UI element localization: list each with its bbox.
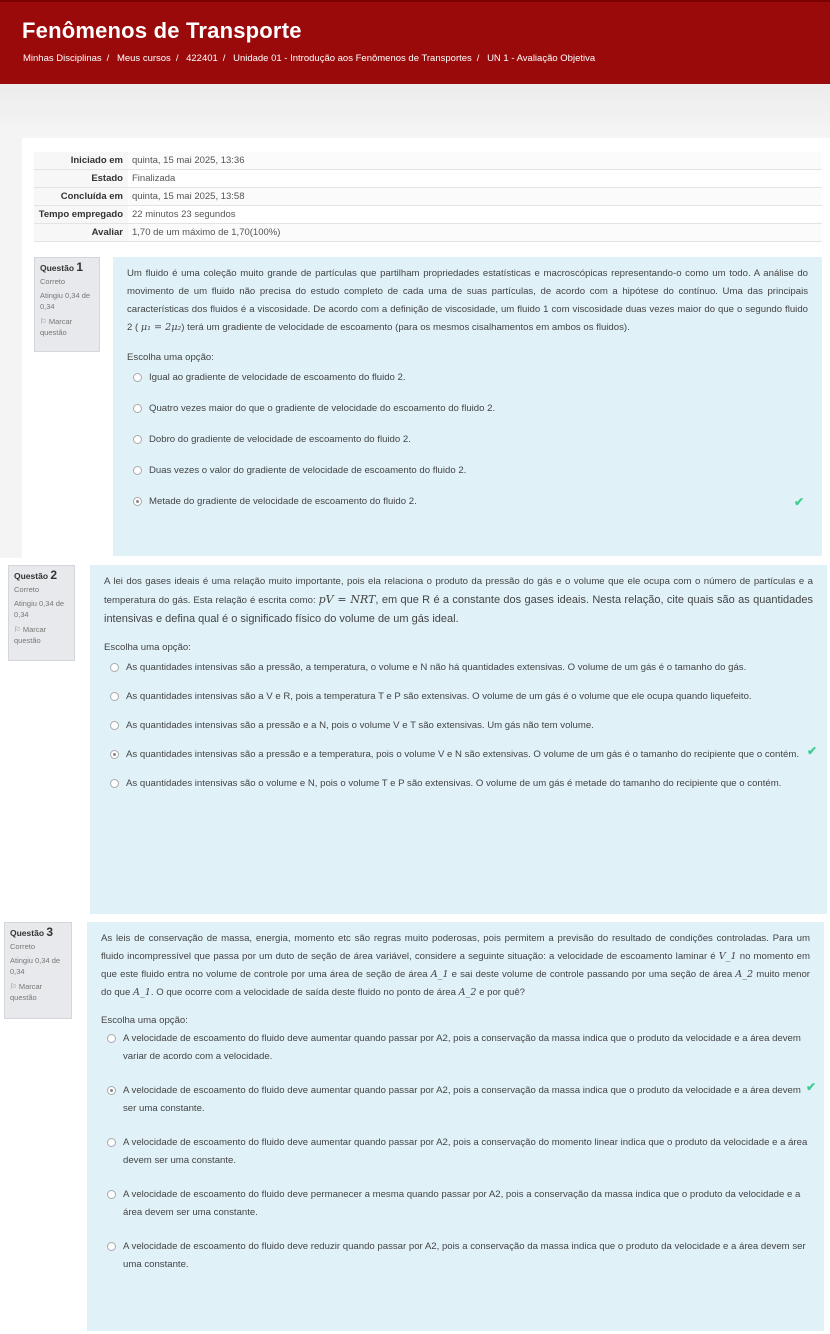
summary-label: Iniciado em [34,152,128,170]
answer-option-selected[interactable]: A velocidade de escoamento do fluido deve aumentar quando passar por A2, pois a conservação da massa indica que o produto da velocidade e a área devem ser uma constante. ✔ [101,1082,810,1118]
summary-label: Tempo empregado [34,206,128,224]
flag-question-button[interactable]: ⚐ Marcar questão [40,317,73,337]
summary-label: Avaliar [34,224,128,242]
radio-button-selected[interactable] [110,750,119,759]
options-prompt: Escolha uma opção: [127,352,214,363]
question-status: Correto [14,585,40,594]
radio-button[interactable] [133,404,142,413]
question-grade: Atingiu 0,34 de 0,34 [10,956,61,976]
question-text: Um fluido é uma coleção muito grande de partículas que partilham propriedades estatísticas e macroscópicas representando-o como um todo. A análise do movimento de um fluido não precisa do estudo completo de cada uma de suas partículas, de acordo com a hipótese do contínuo. Uma das principais características dos fluidos é a viscosidade. De acordo com a definição de viscosidade, um fluido 1 com viscosidade duas vezes maior do que o segundo fluido 2 ( μ₁ = 2μ₂) terá um gradiente de velocidade de escoamento (para os mesmos cisalhamentos em ambos os fluidos). [127,268,808,333]
summary-label: Estado [34,170,128,188]
radio-button[interactable] [110,663,119,672]
question-number: Questão 1 [40,260,84,274]
question-info [4,922,72,1019]
summary-value: 1,70 de um máximo de 1,70(100%) [128,224,822,242]
radio-button[interactable] [107,1242,116,1251]
breadcrumb-item[interactable]: Minhas Disciplinas [23,53,102,64]
answer-option[interactable]: As quantidades intensivas são a pressão e a N, pois o volume V e T são extensivas. Um gás não tem volume. [104,717,813,735]
flag-icon: ⚐ [10,982,17,991]
question-grade: Atingiu 0,34 de 0,34 [40,291,91,311]
answer-option[interactable]: A velocidade de escoamento do fluido deve permanecer a mesma quando passar por A2, pois a conservação da massa indica que o produto da velocidade e a área devem ser uma constante. [101,1186,810,1222]
page-header [0,0,830,84]
question-content [90,565,827,914]
answer-option[interactable]: A velocidade de escoamento do fluido deve reduzir quando passar por A2, pois a conservação da massa indica que o produto da velocidade e a área devem ser uma constante. [101,1238,810,1274]
summary-value: quinta, 15 mai 2025, 13:36 [128,152,822,170]
course-title: Fenômenos de Transporte [22,18,302,43]
question-number: Questão 2 [14,568,58,582]
question-content [87,922,824,1331]
flag-question-button[interactable]: ⚐ Marcar questão [10,982,43,1002]
flag-icon: ⚐ [14,625,21,634]
answer-option[interactable]: Igual ao gradiente de velocidade de escoamento do fluido 2. [127,369,808,387]
answer-option[interactable]: Quatro vezes maior do que o gradiente de velocidade do escoamento do fluido 2. [127,400,808,418]
breadcrumb-item[interactable]: Unidade 01 - Introdução aos Fenômenos de Transportes [233,53,472,64]
correct-check-icon: ✔ [806,744,817,758]
radio-button-selected[interactable] [107,1086,116,1095]
summary-value: Finalizada [132,173,176,184]
radio-button[interactable] [107,1190,116,1199]
question-info [8,565,75,661]
correct-check-icon: ✔ [805,1080,816,1094]
radio-button[interactable] [133,373,142,382]
question-number: Questão 3 [10,925,54,939]
secondary-navbar [0,84,830,138]
attempt-summary-table [34,152,822,242]
breadcrumb-item[interactable]: 422401 [186,53,218,64]
answer-option-selected[interactable]: Metade do gradiente de velocidade de escoamento do fluido 2. ✔ [127,493,808,511]
radio-button-selected[interactable] [133,497,142,506]
question-text: A lei dos gases ideais é uma relação muito importante, pois ela relaciona o produto da pressão do gás e o volume que ele ocupa com o número de partículas e a temperatura do gás. Esta relação é escrita como: pV = NRT, em que R é a constante dos gases ideais. Nesta relação, cite quais são as quantidades intensivas e defina qual é o significado físico do volume de um gás ideal. [104,576,814,625]
question-status: Correto [40,277,66,286]
question-text: As leis de conservação de massa, energia, momento etc são regras muito poderosas, pois permitem a previsão do resultado de condições controladas. Para um fluido incompressível que passa por um duto de seção de área variável, considere a seguinte situação: a velocidade de escoamento laminar é V_1 no momento em que este fluido entra no volume de controle por uma área de seção de área A_1 e sai deste volume de controle passando por uma seção de área A_2 muito menor do que A_1. O que ocorre com a velocidade de saída deste fluido no ponto de área A_2 e por quê? [101,933,810,998]
question-status: Correto [10,942,36,951]
answer-option[interactable]: Duas vezes o valor do gradiente de velocidade de escoamento do fluido 2. [127,462,808,480]
radio-button[interactable] [110,692,119,701]
breadcrumb: Minhas Disciplinas / Meus cursos / 422401 / Unidade 01 - Introdução aos Fenômenos de Transportes / UN 1 - Avaliação Objetiva [23,53,596,64]
radio-button[interactable] [107,1138,116,1147]
answer-option[interactable]: As quantidades intensivas são o volume e N, pois o volume T e P são extensivas. O volume de um gás é metade do tamanho do recipiente que o contém. [104,775,813,793]
answer-option-selected[interactable]: As quantidades intensivas são a pressão e a temperatura, pois o volume V e N são extensivas. O volume de um gás é o tamanho do recipiente que o contém. ✔ [104,746,813,764]
correct-check-icon: ✔ [793,495,804,509]
answer-option[interactable]: A velocidade de escoamento do fluido deve aumentar quando passar por A2, pois a conservação da massa indica que o produto da velocidade e a área devem variar de acordo com a velocidade. [101,1030,810,1066]
radio-button[interactable] [107,1034,116,1043]
flag-question-button[interactable]: ⚐ Marcar questão [14,625,47,645]
breadcrumb-item[interactable]: UN 1 - Avaliação Objetiva [487,53,596,64]
radio-button[interactable] [110,721,119,730]
question-content [113,257,822,556]
summary-label: Concluída em [34,188,128,206]
breadcrumb-item[interactable]: Meus cursos [116,53,171,64]
summary-value: 22 minutos 23 segundos [132,209,236,220]
options-prompt: Escolha uma opção: [104,642,191,653]
answer-option[interactable]: Dobro do gradiente de velocidade de escoamento do fluido 2. [127,431,808,449]
answer-option[interactable]: A velocidade de escoamento do fluido deve aumentar quando passar por A2, pois a conservação do momento linear indica que o produto da velocidade e a área devem ser uma constante. [101,1134,810,1170]
question-grade: Atingiu 0,34 de 0,34 [14,599,65,619]
answer-option[interactable]: As quantidades intensivas são a pressão, a temperatura, o volume e N não há quantidades extensivas. O volume de um gás é o tamanho do gás. [104,659,813,677]
summary-value: quinta, 15 mai 2025, 13:58 [128,188,822,206]
radio-button[interactable] [133,435,142,444]
radio-button[interactable] [110,779,119,788]
drawer-edge [0,138,22,558]
question-info [34,257,100,352]
answer-option[interactable]: As quantidades intensivas são a V e R, pois a temperatura T e P são extensivas. O volume de um gás é o volume que ele ocupa quando liquefeito. [104,688,813,706]
radio-button[interactable] [133,466,142,475]
options-prompt: Escolha uma opção: [101,1015,188,1026]
flag-icon: ⚐ [40,317,47,326]
